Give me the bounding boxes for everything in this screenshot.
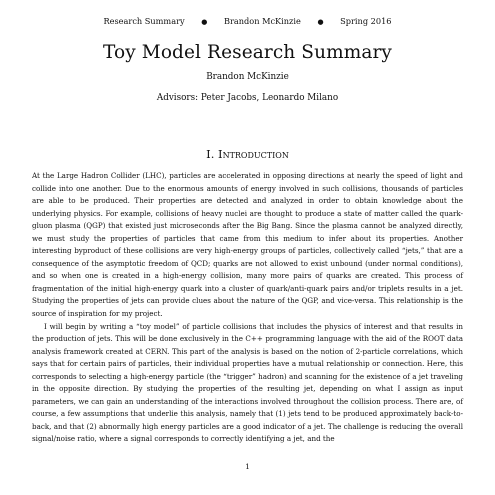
header-left: Research Summary — [103, 16, 185, 26]
advisors-line: Advisors: Peter Jacobs, Leonardo Milano — [156, 93, 339, 103]
paragraph: At the Large Hadron Collider (LHC), particles are accelerated in opposing directions at nearly the speed of light and collide into one another. Due to the enormous amounts of energy involved in such collisions, thousands of particles are able to be produced. Their properties are detected and analyzed in order to obtain knowledge about the underlying physics. For example, collisions of heavy nuclei are thought to produce a state of matter called the quark-gluon plasma (QGP) that existed just microseconds after the Big Bang. Since the plasma cannot be analyzed directly, we must study the properties of particles that came from this medium to infer about its properties. Another interesting byproduct of these collisions are very high-energy groups of particles, collectively called “jets,” that are a consequence of the asymptotic freedom of QCD; quarks are not allowed to exist unbound (under normal conditions), and so when one is created in a high-energy collision, many more pairs of quarks are created. This process of fragmentation of the initial high-energy quark into a cluster of quark/anti-quark pairs and/or triplets results in a jet. Studying the properties of jets can provide clues about the nature of the QGP, and vice-versa. This relationship is the source of inspiration for my project. — [32, 171, 463, 319]
running-header — [0, 16, 495, 27]
bullet-separator-icon: ● — [201, 18, 208, 26]
body-text — [32, 170, 463, 446]
bullet-separator-icon: ● — [317, 18, 324, 26]
page-number: 1 — [245, 462, 250, 471]
paper-title: Toy Model Research Summary — [103, 42, 392, 63]
section-title: Introduction — [218, 147, 289, 161]
section-number: I. — [206, 147, 215, 161]
header-right: Spring 2016 — [340, 16, 392, 26]
header-center: Brandon McKinzie — [223, 16, 301, 26]
author-name: Brandon McKinzie — [206, 72, 289, 82]
section-heading — [0, 147, 495, 161]
paragraph: I will begin by writing a “toy model” of particle collisions that includes the physics of interest and that results in the production of jets. This will be done exclusively in the C++ programming language with the aid of the ROOT data analysis framework created at CERN. This part of the analysis is based on the notion of 2-particle correlations, which says that for certain pairs of particles, their individual properties have a mutual relationship or connection. Here, this corresponds to selecting a high-energy particle (the “trigger” hadron) and scanning for the existence of a jet traveling in the opposite direction. By studying the properties of the resulting jet, depending on what I assign as input parameters, we can gain an understanding of the interactions involved throughout the collision process. There are, of course, a few assumptions that underlie this analysis, namely that (1) jets tend to be produced approximately back-to-back, and that (2) abnormally high energy particles are a good indicator of a jet. The challenge is reducing the overall signal/noise ratio, where a signal corresponds to correctly identifying a jet, and the — [32, 321, 463, 444]
title-block — [0, 42, 495, 104]
